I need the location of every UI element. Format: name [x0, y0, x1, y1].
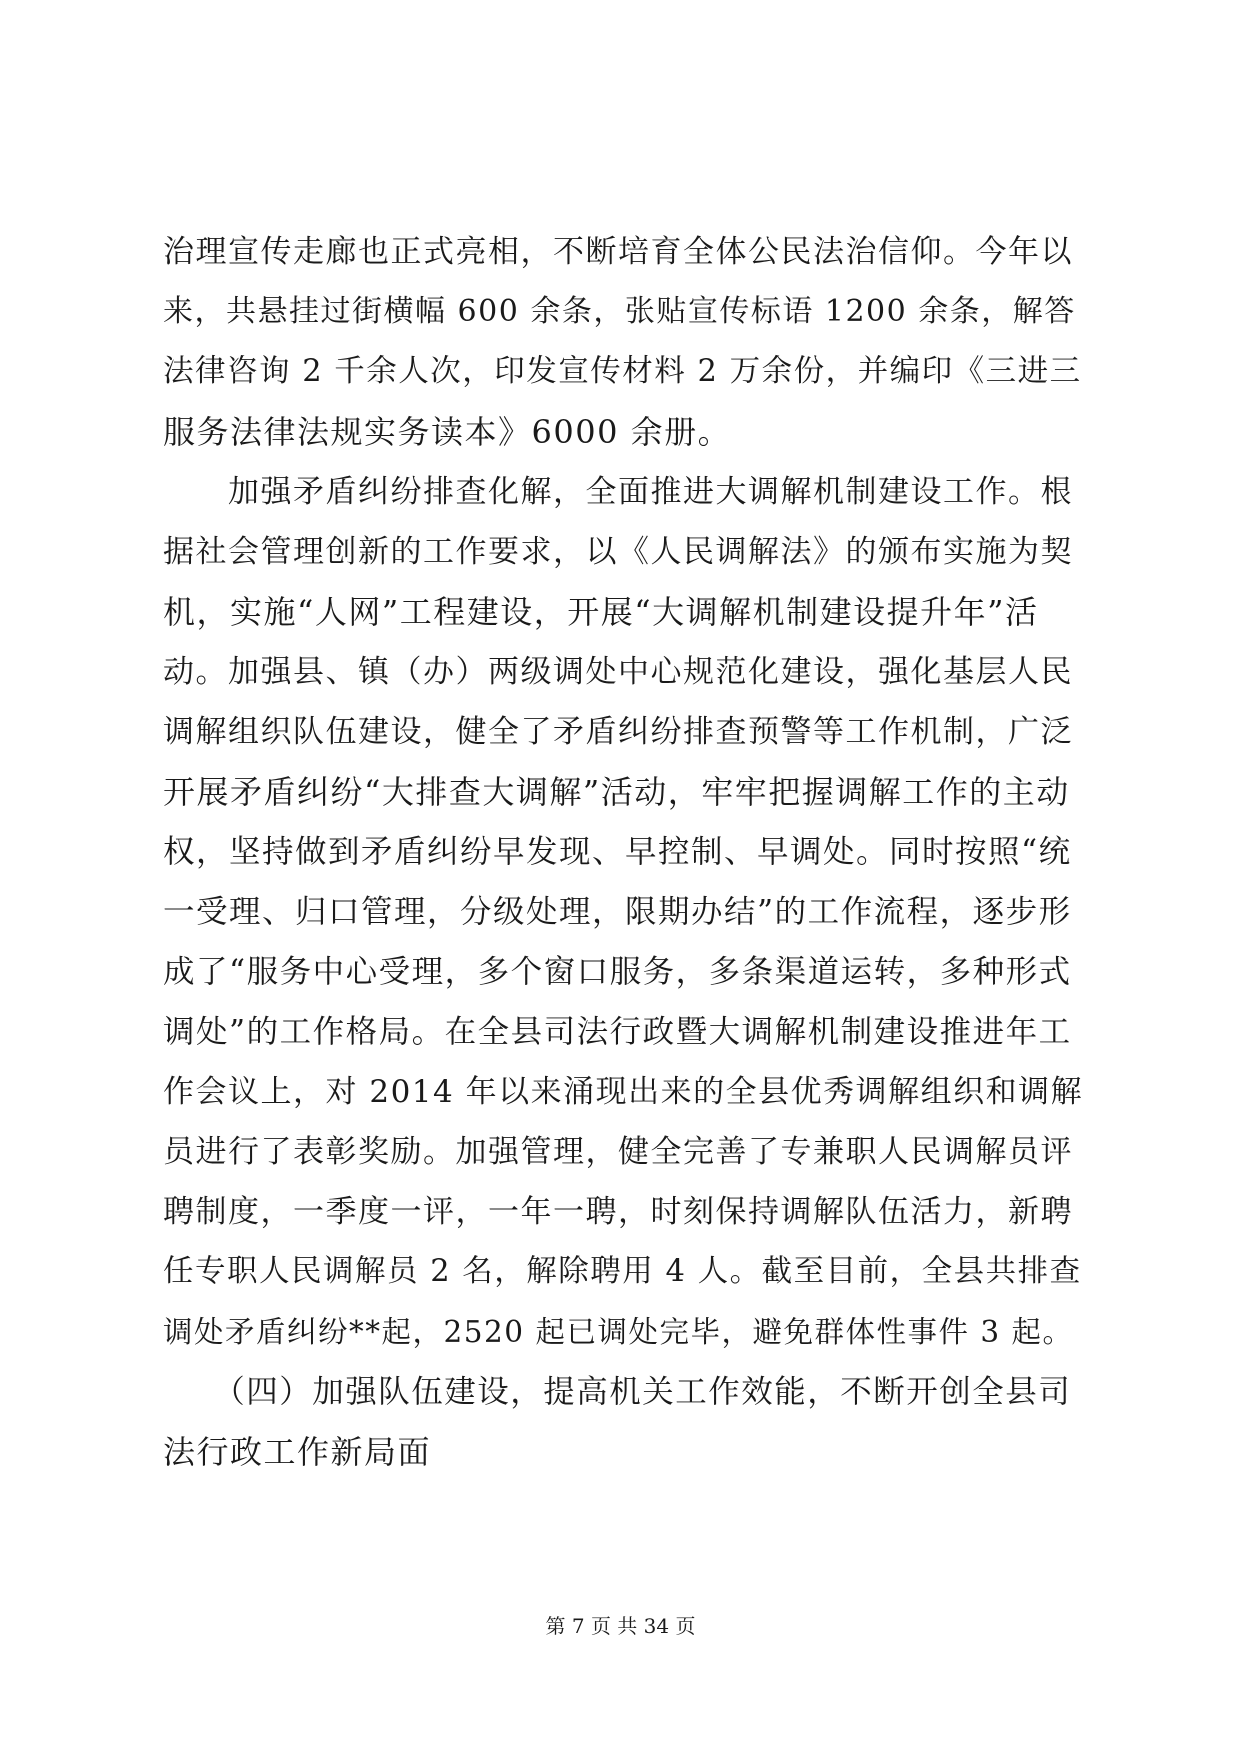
- text-line: 聘制度，一季度一评，一年一聘，时刻保持调解队伍活力，新聘: [163, 1194, 1073, 1230]
- text-line: 成了“服务中心受理，多个窗口服务，多条渠道运转，多种形式: [163, 954, 1072, 990]
- text-line: 据社会管理创新的工作要求，以《人民调解法》的颁布实施为契: [163, 534, 1073, 570]
- text-line: 开展矛盾纠纷“大排查大调解”活动，牢牢把握调解工作的主动: [163, 773, 1070, 811]
- text-line: 加强矛盾纠纷排查化解，全面推进大调解机制建设工作。根: [163, 474, 1073, 510]
- text-line: 任专职人民调解员 2 名，解除聘用 4 人。截至目前，全县共排查: [163, 1254, 1082, 1289]
- text-line: 来，共悬挂过街横幅 600 余条，张贴宣传标语 1200 余条，解答: [163, 294, 1076, 329]
- text-line: 法行政工作新局面: [163, 1433, 432, 1471]
- text-line: 机，实施“人网”工程建设，开展“大调解机制建设提升年”活: [163, 593, 1039, 631]
- text-line: 服务法律法规实务读本》6000 余册。: [163, 413, 732, 451]
- document-body: [163, 222, 1083, 1482]
- text-line: 权，坚持做到矛盾纠纷早发现、早控制、早调处。同时按照“统: [163, 834, 1072, 870]
- page-number-footer: 第 7 页 共 34 页: [545, 1614, 696, 1638]
- text-line: 调处矛盾纠纷**起，2520 起已调处完毕，避免群体性事件 3 起。: [163, 1315, 1074, 1349]
- text-line: 动。加强县、镇（办）两级调处中心规范化建设，强化基层人民: [163, 654, 1073, 690]
- text-line: 法律咨询 2 千余人次，印发宣传材料 2 万余份，并编印《三进三: [163, 354, 1082, 389]
- text-line: 调解组织队伍建设，健全了矛盾纠纷排查预警等工作机制，广泛: [163, 714, 1073, 750]
- text-line: 一受理、归口管理，分级处理，限期办结”的工作流程，逐步形: [163, 894, 1072, 930]
- text-line: 调处”的工作格局。在全县司法行政暨大调解机制建设推进年工: [163, 1014, 1072, 1050]
- text-line: 员进行了表彰奖励。加强管理，健全完善了专兼职人民调解员评: [163, 1134, 1073, 1170]
- text-line: 治理宣传走廊也正式亮相，不断培育全体公民法治信仰。今年以: [163, 234, 1073, 270]
- text-line: （四）加强队伍建设，提高机关工作效能，不断开创全县司: [163, 1374, 1072, 1410]
- text-line: 作会议上，对 2014 年以来涌现出来的全县优秀调解组织和调解: [163, 1074, 1084, 1110]
